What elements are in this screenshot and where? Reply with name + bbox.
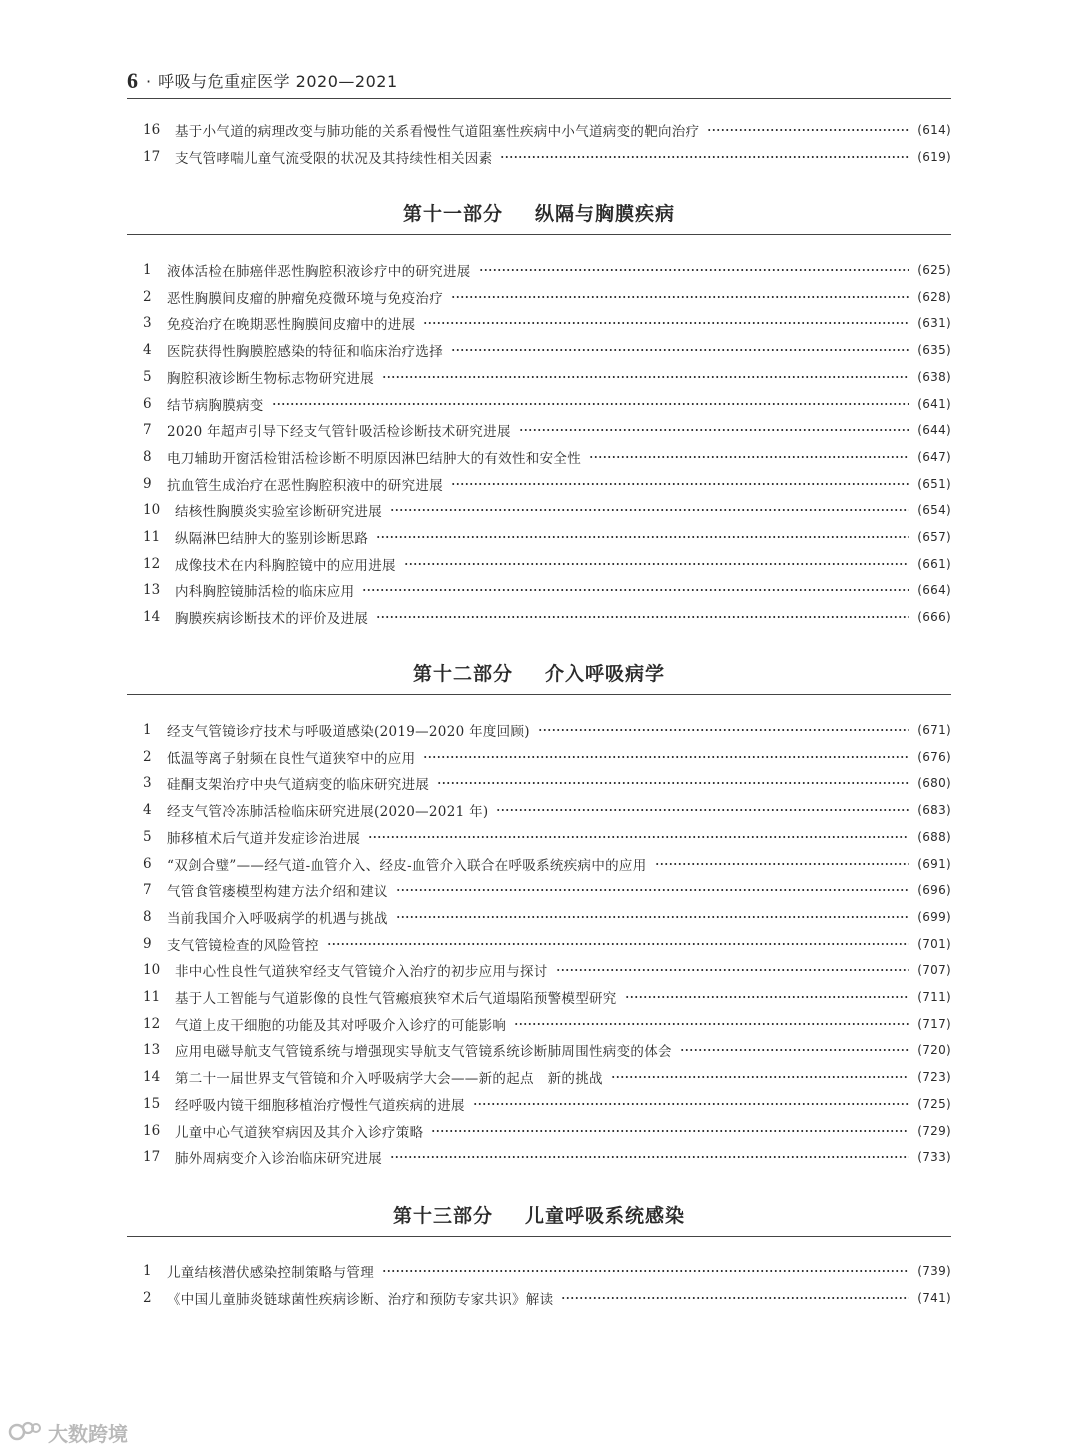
toc-entry xyxy=(143,720,951,740)
toc-entry xyxy=(143,394,951,414)
toc-entry xyxy=(143,854,951,874)
entry-page: (635) xyxy=(917,343,951,358)
dot-leader xyxy=(611,1076,909,1078)
entry-title: 电刀辅助开窗活检钳活检诊断不明原因淋巴结肿大的有效性和安全性 xyxy=(167,450,581,467)
watermark-logo-icon xyxy=(8,1419,42,1445)
toc-entry xyxy=(143,260,951,280)
entry-title: 非中心性良性气道狭窄经支气管镜介入治疗的初步应用与探讨 xyxy=(175,964,548,981)
entry-number: 6 xyxy=(143,395,152,412)
page-number: 6 xyxy=(127,68,138,93)
toc-entry xyxy=(143,580,951,600)
entry-title: 经支气管镜诊疗技术与呼吸道感染(2019—2020 年度回顾) xyxy=(167,724,530,740)
section-title xyxy=(127,1202,951,1230)
entry-title: 气道上皮干细胞的功能及其对呼吸介入诊疗的可能影响 xyxy=(175,1017,507,1034)
dot-leader xyxy=(496,809,909,811)
header-rule xyxy=(127,98,951,99)
dot-leader xyxy=(362,589,909,591)
entry-title: 结核性胸膜炎实验室诊断研究进展 xyxy=(175,504,382,521)
dot-leader xyxy=(514,1023,909,1025)
entry-title: 恶性胸膜间皮瘤的肿瘤免疫微环境与免疫治疗 xyxy=(167,290,443,307)
dot-leader xyxy=(473,1103,909,1105)
entry-page: (638) xyxy=(917,369,951,384)
toc-entry xyxy=(143,1288,951,1308)
toc-entry xyxy=(143,800,951,820)
entry-number: 10 xyxy=(143,502,161,519)
toc-entry xyxy=(143,773,951,793)
entry-page: (691) xyxy=(917,856,951,871)
entry-number: 9 xyxy=(143,475,152,492)
entry-title: 内科胸腔镜肺活检的临床应用 xyxy=(175,584,355,601)
entry-number: 8 xyxy=(143,448,152,465)
section-name: 纵隔与胸膜疾病 xyxy=(535,203,676,225)
entry-number: 11 xyxy=(143,989,161,1005)
section-rule xyxy=(127,1236,951,1237)
entry-title: 经支气管冷冻肺活检临床研究进展(2020—2021 年) xyxy=(167,804,489,821)
watermark-text: 大数跨境 xyxy=(48,1421,128,1446)
entry-title: 第二十一届世界支气管镜和介入呼吸病学大会——新的起点 新的挑战 xyxy=(175,1071,603,1088)
dot-leader xyxy=(423,756,909,758)
section-name: 介入呼吸病学 xyxy=(545,663,666,685)
toc-entry xyxy=(143,147,951,167)
dot-leader xyxy=(451,349,909,351)
section-part: 第十三部分 xyxy=(392,1205,493,1227)
entry-page: (717) xyxy=(917,1016,951,1031)
entry-title: 成像技术在内科胸腔镜中的应用进展 xyxy=(175,557,396,574)
entry-number: 1 xyxy=(143,722,152,738)
entry-page: (739) xyxy=(917,1264,951,1278)
entry-page: (614) xyxy=(917,123,951,137)
entry-number: 4 xyxy=(143,342,152,359)
dot-leader xyxy=(538,729,909,731)
entry-title: 低温等离子射频在良性气道狭窄中的应用 xyxy=(167,750,416,767)
running-header xyxy=(127,64,951,94)
entry-title: 基于人工智能与气道影像的良性气管瘢痕狭窄术后气道塌陷预警模型研究 xyxy=(175,991,617,1007)
toc-entry xyxy=(143,1121,951,1141)
toc-entry xyxy=(143,120,951,140)
toc-entry xyxy=(143,960,951,980)
entry-number: 12 xyxy=(143,1015,161,1032)
entry-page: (683) xyxy=(917,803,951,818)
entry-title: 抗血管生成治疗在恶性胸腔积液中的研究进展 xyxy=(167,477,443,494)
entry-number: 13 xyxy=(143,582,161,599)
entry-number: 4 xyxy=(143,802,152,819)
dot-leader xyxy=(327,943,909,945)
toc-entry xyxy=(143,527,951,547)
entry-number: 2 xyxy=(143,1289,152,1306)
entry-page: (647) xyxy=(917,449,951,464)
dot-leader xyxy=(589,456,909,458)
dot-leader xyxy=(451,483,909,485)
dot-leader xyxy=(376,616,909,618)
dot-leader xyxy=(376,536,909,538)
entry-number: 13 xyxy=(143,1042,161,1059)
entry-number: 14 xyxy=(143,1069,161,1086)
section-title xyxy=(127,200,951,228)
toc-entry xyxy=(143,607,951,627)
toc-entry xyxy=(143,1094,951,1114)
entry-page: (741) xyxy=(917,1290,951,1305)
entry-number: 14 xyxy=(143,609,161,626)
dot-leader xyxy=(561,1297,909,1299)
toc-entry xyxy=(143,1147,951,1167)
dot-leader xyxy=(680,1049,909,1051)
entry-number: 1 xyxy=(143,1263,152,1279)
header-separator: · xyxy=(146,72,152,91)
entry-title: 基于小气道的病理改变与肺功能的关系看慢性气道阻塞性疾病中小气道病变的靶向治疗 xyxy=(175,124,700,140)
entry-number: 12 xyxy=(143,555,161,572)
entry-title: “双剑合璧”——经气道-血管介入、经皮-血管介入联合在呼吸系统疾病中的应用 xyxy=(167,857,647,874)
entry-number: 8 xyxy=(143,908,152,925)
toc-entry xyxy=(143,554,951,574)
entry-page: (631) xyxy=(917,316,951,331)
toc-entry xyxy=(143,827,951,847)
dot-leader xyxy=(437,782,909,784)
dot-leader xyxy=(390,509,909,511)
entry-page: (619) xyxy=(917,149,951,164)
entry-number: 2 xyxy=(143,288,152,305)
section-rule xyxy=(127,234,951,235)
toc-entry xyxy=(143,367,951,387)
entry-page: (676) xyxy=(917,749,951,764)
entry-title: 肺外周病变介入诊治临床研究进展 xyxy=(175,1151,382,1168)
entry-number: 5 xyxy=(143,828,152,845)
entry-title: 医院获得性胸膜腔感染的特征和临床治疗选择 xyxy=(167,344,443,361)
toc-entry xyxy=(143,1040,951,1060)
toc-entry xyxy=(143,1067,951,1087)
entry-page: (641) xyxy=(917,396,951,411)
entry-number: 17 xyxy=(143,148,161,165)
entry-title: 支气管镜检查的风险管控 xyxy=(167,937,319,954)
entry-number: 3 xyxy=(143,315,152,332)
entry-number: 7 xyxy=(143,882,152,899)
dot-leader xyxy=(396,889,909,891)
entry-page: (711) xyxy=(917,990,951,1004)
dot-leader xyxy=(556,969,910,971)
toc-entry xyxy=(143,907,951,927)
toc-entry xyxy=(143,340,951,360)
toc-entry xyxy=(143,934,951,954)
entry-page: (654) xyxy=(917,503,951,518)
dot-leader xyxy=(519,429,909,431)
entry-page: (733) xyxy=(917,1150,951,1165)
entry-number: 16 xyxy=(143,122,161,138)
entry-page: (729) xyxy=(917,1123,951,1138)
entry-title: 《中国儿童肺炎链球菌性疾病诊断、治疗和预防专家共识》解读 xyxy=(167,1291,554,1308)
entry-number: 7 xyxy=(143,422,152,439)
entry-number: 3 xyxy=(143,775,152,792)
entry-page: (664) xyxy=(917,583,951,598)
dot-leader xyxy=(272,403,910,405)
entry-page: (680) xyxy=(917,776,951,791)
entry-page: (661) xyxy=(917,556,951,571)
entry-number: 6 xyxy=(143,855,152,872)
entry-number: 9 xyxy=(143,935,152,952)
dot-leader xyxy=(390,1156,909,1158)
toc-entry xyxy=(143,313,951,333)
entry-title: 应用电磁导航支气管镜系统与增强现实导航支气管镜系统诊断肺周围性病变的体会 xyxy=(175,1044,672,1061)
entry-number: 2 xyxy=(143,748,152,765)
entry-title: 免疫治疗在晚期恶性胸膜间皮瘤中的进展 xyxy=(167,317,416,334)
entry-title: 经呼吸内镜干细胞移植治疗慢性气道疾病的进展 xyxy=(175,1097,465,1114)
entry-title: 当前我国介入呼吸病学的机遇与挑战 xyxy=(167,910,388,927)
entry-title: 气管食管瘘模型构建方法介绍和建议 xyxy=(167,884,388,901)
entry-page: (625) xyxy=(917,263,951,277)
entry-title: 支气管哮喘儿童气流受限的状况及其持续性相关因素 xyxy=(175,150,493,167)
entry-number: 15 xyxy=(143,1095,161,1112)
entry-number: 5 xyxy=(143,368,152,385)
entry-number: 1 xyxy=(143,262,152,278)
entry-title: 2020 年超声引导下经支气管针吸活检诊断技术研究进展 xyxy=(167,424,511,441)
toc-entry xyxy=(143,500,951,520)
book-title: 呼吸与危重症医学 2020—2021 xyxy=(158,72,398,91)
toc-entry xyxy=(143,474,951,494)
entry-title: 儿童中心气道狭窄病因及其介入诊疗策略 xyxy=(175,1124,424,1141)
toc-entry xyxy=(143,747,951,767)
section-rule xyxy=(127,694,951,695)
entry-number: 16 xyxy=(143,1122,161,1139)
entry-page: (666) xyxy=(917,610,951,625)
dot-leader xyxy=(368,836,909,838)
toc-entry xyxy=(143,987,951,1007)
toc-entry xyxy=(143,880,951,900)
entry-title: 胸膜疾病诊断技术的评价及进展 xyxy=(175,611,369,628)
entry-number: 10 xyxy=(143,962,161,979)
entry-number: 17 xyxy=(143,1149,161,1166)
entry-page: (696) xyxy=(917,883,951,898)
dot-leader xyxy=(396,916,909,918)
dot-leader xyxy=(382,1270,909,1272)
entry-page: (707) xyxy=(917,963,951,978)
entry-title: 结节病胸膜病变 xyxy=(167,397,264,414)
toc-entry xyxy=(143,287,951,307)
toc-entry xyxy=(143,1261,951,1281)
dot-leader xyxy=(707,129,909,131)
watermark xyxy=(8,1418,128,1446)
toc-entry xyxy=(143,420,951,440)
entry-title: 儿童结核潜伏感染控制策略与管理 xyxy=(167,1265,374,1281)
entry-page: (720) xyxy=(917,1043,951,1058)
entry-title: 胸腔积液诊断生物标志物研究进展 xyxy=(167,370,374,387)
dot-leader xyxy=(655,863,910,865)
entry-title: 液体活检在肺癌伴恶性胸腔积液诊疗中的研究进展 xyxy=(167,264,471,280)
section-part: 第十一部分 xyxy=(402,203,503,225)
entry-page: (688) xyxy=(917,829,951,844)
entry-page: (725) xyxy=(917,1096,951,1111)
dot-leader xyxy=(382,376,909,378)
section-title xyxy=(127,660,951,688)
dot-leader xyxy=(404,563,909,565)
entry-page: (699) xyxy=(917,909,951,924)
dot-leader xyxy=(451,296,909,298)
entry-page: (671) xyxy=(917,723,951,737)
dot-leader xyxy=(423,322,909,324)
entry-page: (628) xyxy=(917,289,951,304)
dot-leader xyxy=(479,269,910,271)
dot-leader xyxy=(625,996,910,998)
entry-page: (701) xyxy=(917,936,951,951)
entry-page: (644) xyxy=(917,423,951,438)
toc-entry xyxy=(143,1014,951,1034)
section-part: 第十二部分 xyxy=(412,663,513,685)
entry-number: 11 xyxy=(143,529,161,545)
entry-page: (723) xyxy=(917,1070,951,1085)
entry-title: 纵隔淋巴结肿大的鉴别诊断思路 xyxy=(175,531,369,547)
dot-leader xyxy=(431,1130,909,1132)
toc-entry xyxy=(143,447,951,467)
entry-title: 肺移植术后气道并发症诊治进展 xyxy=(167,830,361,847)
entry-page: (657) xyxy=(917,530,951,544)
dot-leader xyxy=(500,156,909,158)
entry-title: 硅酮支架治疗中央气道病变的临床研究进展 xyxy=(167,777,430,794)
entry-page: (651) xyxy=(917,476,951,491)
section-name: 儿童呼吸系统感染 xyxy=(525,1205,686,1227)
